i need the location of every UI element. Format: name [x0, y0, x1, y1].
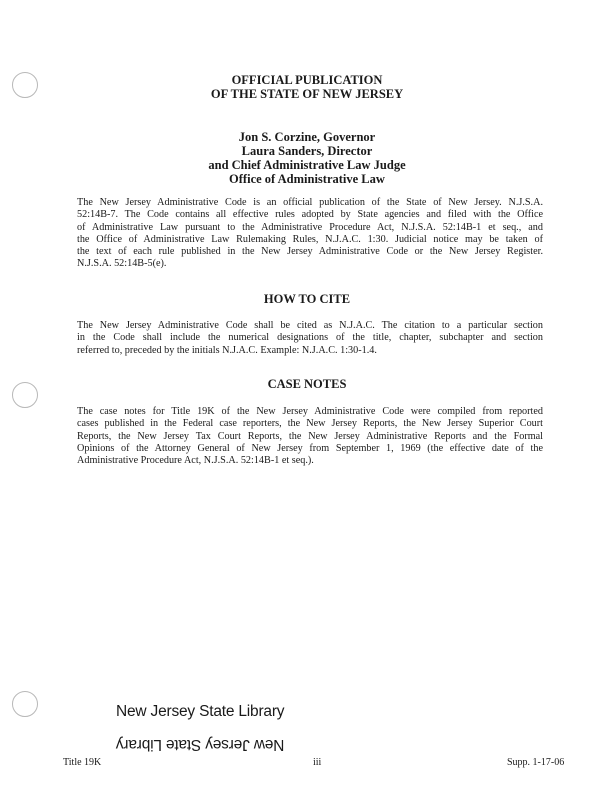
officials-block	[0, 130, 614, 186]
how-to-cite-line: referred to, preceded by the initials N.J.A.C. Example: N.J.A.C. 1:30-1.4.	[77, 344, 377, 356]
chief-judge-line: and Chief Administrative Law Judge	[208, 158, 406, 172]
case-notes-line: Opinions of the Attorney General of New Jersey from September 1, 1969 (the effective date of the	[77, 442, 543, 454]
intro-line: the Office of Administrative Law Rulemaking Rules, N.J.A.C. 1:30. Judicial notice may be taken of	[77, 233, 543, 245]
case-notes-line: Reports, the New Jersey Tax Court Reports, the New Jersey Administrative Reports and the Formal	[77, 430, 543, 442]
case-notes-heading: CASE NOTES	[267, 377, 347, 391]
library-stamp: New Jersey State Library	[116, 703, 285, 720]
publication-title-line1: OFFICIAL PUBLICATION	[231, 73, 383, 87]
intro-line: The New Jersey Administrative Code is an official publication of the State of New Jersey. N.J.S.A.	[77, 197, 543, 208]
case-notes-line: The case notes for Title 19K of the New Jersey Administrative Code were compiled from reported	[77, 406, 543, 417]
office-line: Office of Administrative Law	[229, 172, 385, 186]
how-to-cite-line: The New Jersey Administrative Code shall be cited as N.J.A.C. The citation to a particular section	[77, 320, 543, 331]
governor-line: Jon S. Corzine, Governor	[238, 130, 376, 144]
punch-hole-bottom	[12, 691, 38, 717]
publication-title-line2: OF THE STATE OF NEW JERSEY	[210, 87, 404, 101]
how-to-cite-paragraph	[77, 320, 543, 357]
how-to-cite-line: in the Code shall include the numerical designations of the title, chapter, subchapter and section	[77, 332, 543, 344]
intro-line: N.J.S.A. 52:14B-5(e).	[77, 258, 167, 270]
footer-supplement-date: Supp. 1-17-06	[507, 757, 565, 768]
intro-paragraph	[77, 197, 543, 271]
library-stamp-mirrored: New Jersey State Library	[116, 736, 285, 753]
case-notes-line: Administrative Procedure Act, N.J.S.A. 52:14B-1 et seq.).	[77, 455, 314, 467]
case-notes-paragraph	[77, 406, 543, 467]
director-line: Laura Sanders, Director	[241, 144, 373, 158]
publication-title	[0, 73, 614, 101]
intro-line: of Administrative Law pursuant to the Administrative Procedure Act, N.J.S.A. 52:14B-1 et seq., and	[77, 221, 543, 233]
footer-page-number: iii	[313, 757, 322, 768]
footer-title: Title 19K	[63, 757, 102, 768]
intro-line: 52:14B-7. The Code contains all effective rules adopted by State agencies and filed with the Office	[77, 209, 543, 221]
how-to-cite-heading: HOW TO CITE	[263, 292, 351, 306]
intro-line: the text of each rule published in the New Jersey Administrative Code or the New Jersey Register.	[77, 246, 543, 258]
case-notes-line: cases published in the Federal case reporters, the New Jersey Reports, the New Jersey Superior Court	[77, 418, 543, 430]
